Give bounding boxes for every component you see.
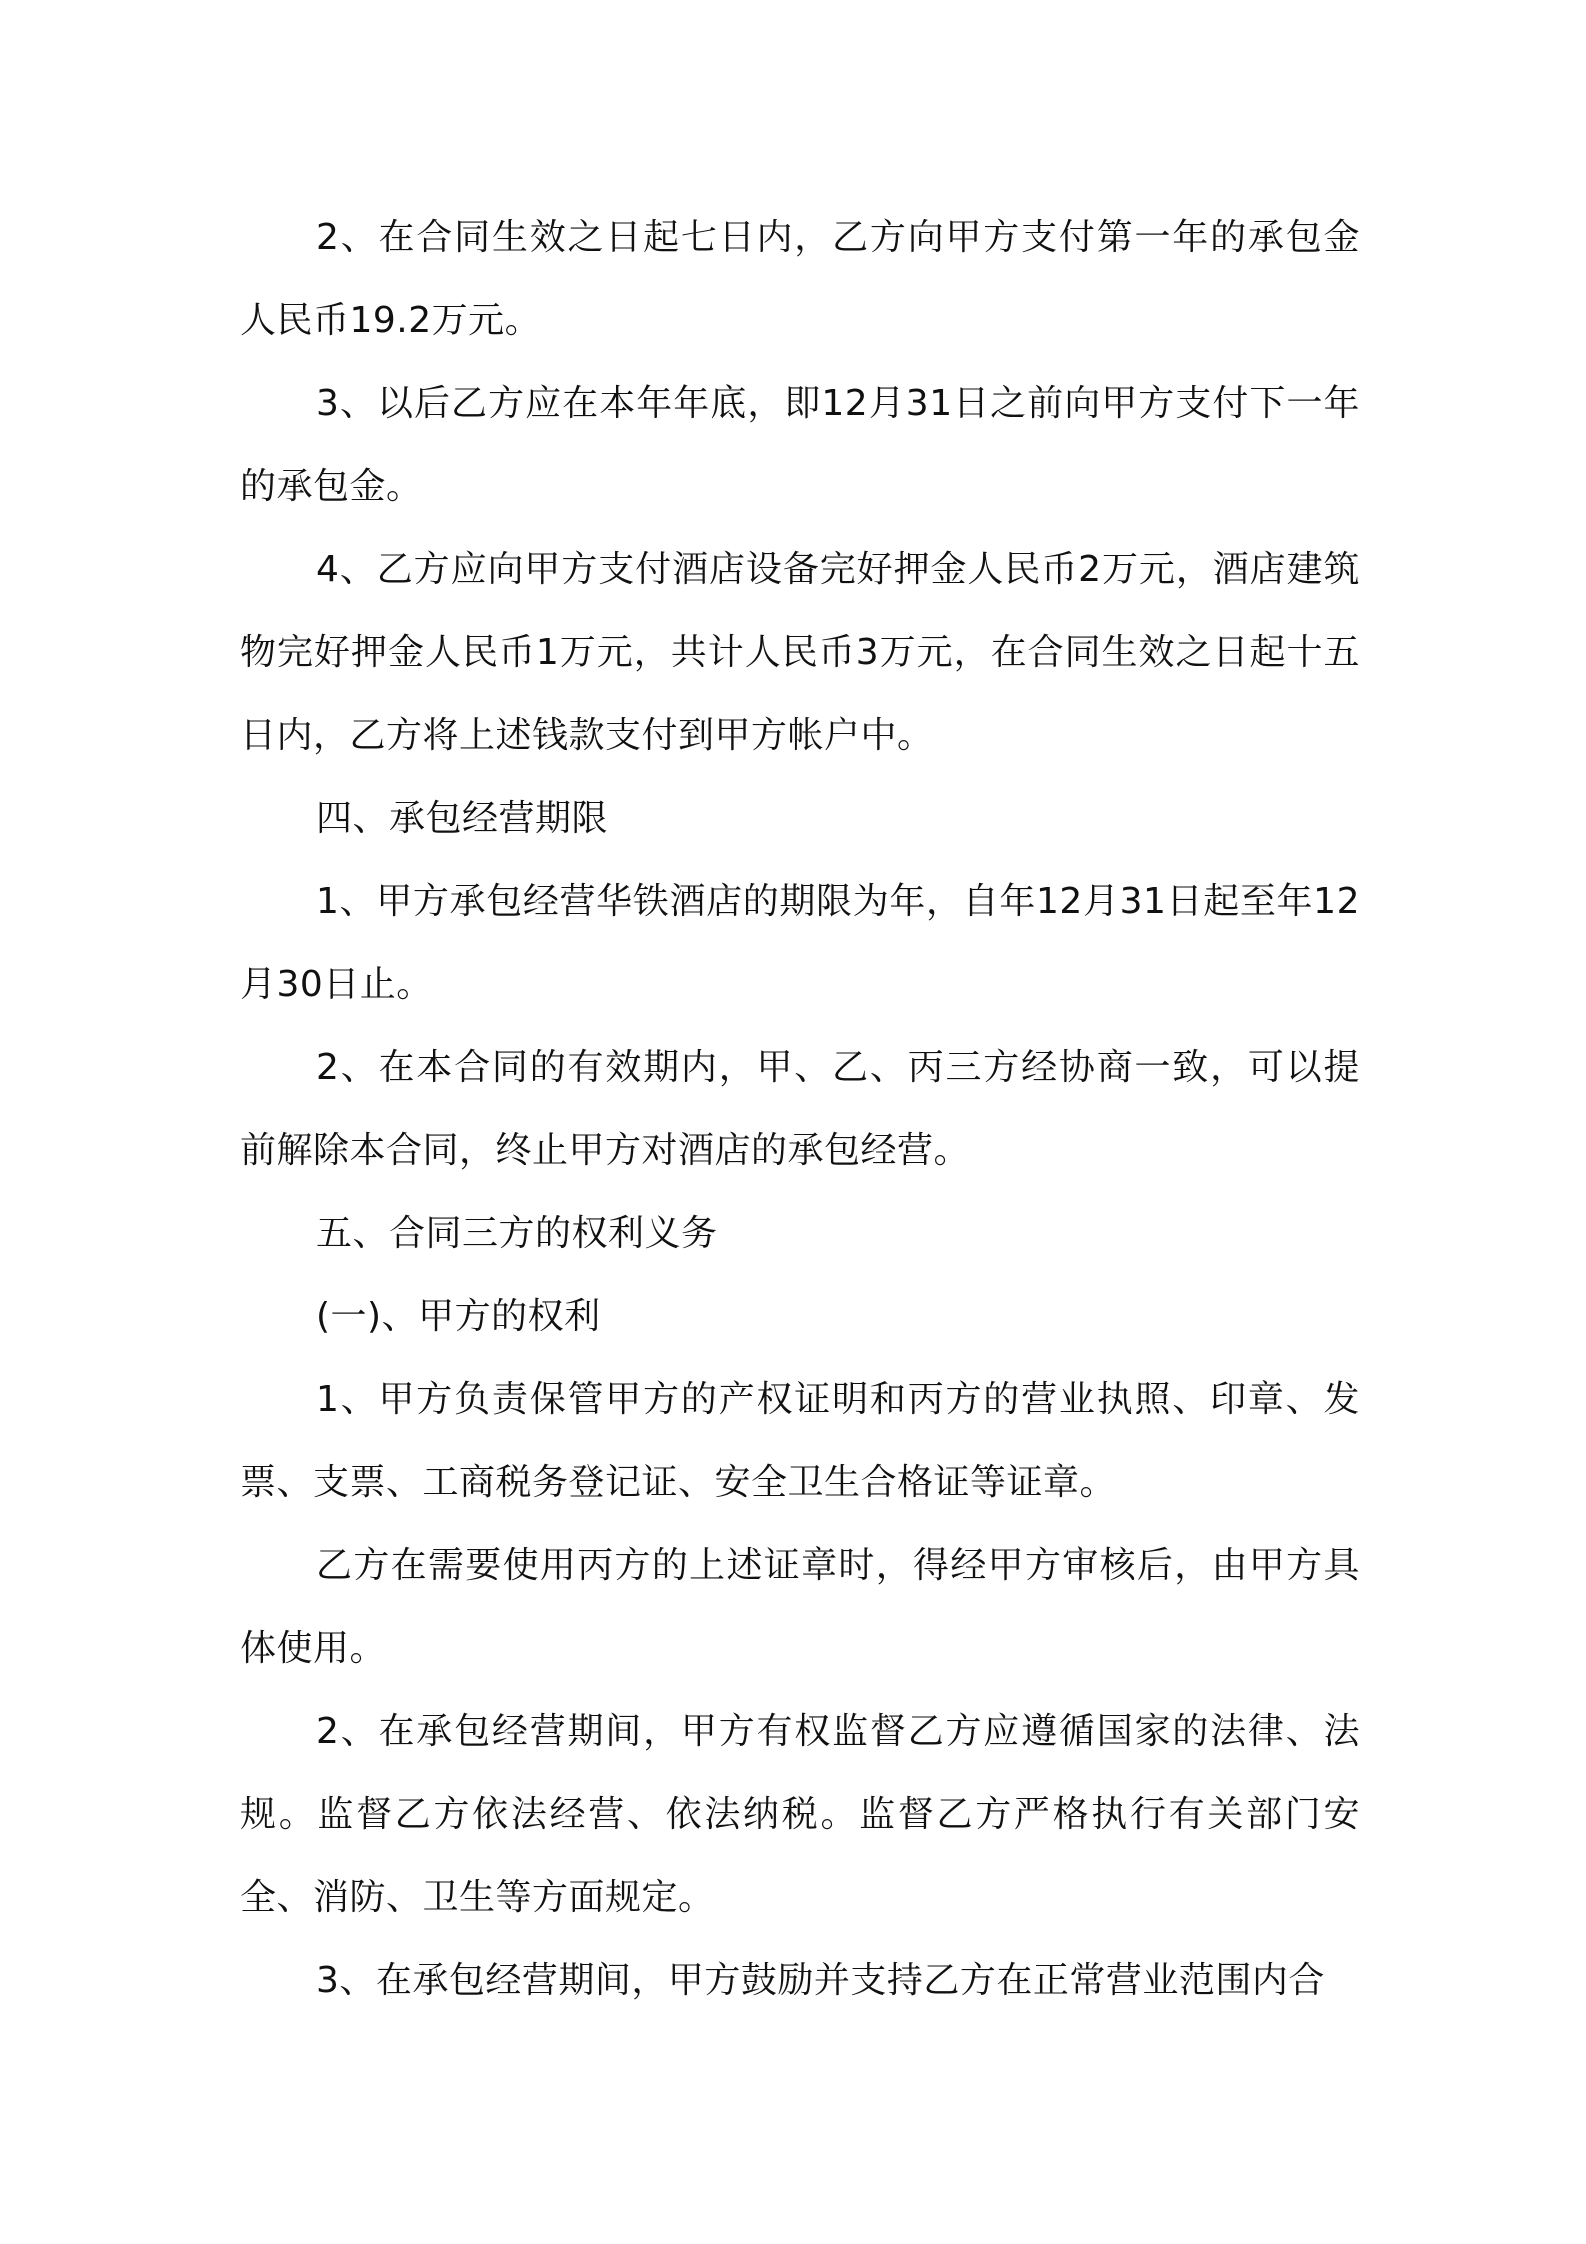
paragraph-term-period: 1、甲方承包经营华铁酒店的期限为年，自年12月31日起至年12月30日止。 <box>240 881 1360 1005</box>
subsection-heading-party-a-rights: (一)、甲方的权利 <box>316 1296 601 1337</box>
paragraph-early-termination: 2、在本合同的有效期内，甲、乙、丙三方经协商一致，可以提前解除本合同，终止甲方对酒店的承包经营。 <box>240 1047 1360 1171</box>
document-body <box>240 196 1360 2022</box>
paragraph-certificate-usage: 乙方在需要使用丙方的上述证章时，得经甲方审核后，由甲方具体使用。 <box>240 1545 1360 1669</box>
paragraph-support: 3、在承包经营期间，甲方鼓励并支持乙方在正常营业范围内合 <box>316 1960 1325 2001</box>
paragraph-payment-first-year: 2、在合同生效之日起七日内，乙方向甲方支付第一年的承包金人民币19.2万元。 <box>240 217 1360 341</box>
section-heading-rights-obligations: 五、合同三方的权利义务 <box>316 1213 718 1254</box>
paragraph-supervision: 2、在承包经营期间，甲方有权监督乙方应遵循国家的法律、法规。监督乙方依法经营、依法纳税。监督乙方严格执行有关部门安全、消防、卫生等方面规定。 <box>240 1711 1360 1918</box>
paragraph-certificate-custody: 1、甲方负责保管甲方的产权证明和丙方的营业执照、印章、发票、支票、工商税务登记证、安全卫生合格证等证章。 <box>240 1379 1360 1503</box>
paragraph-payment-following-years: 3、以后乙方应在本年年底，即12月31日之前向甲方支付下一年的承包金。 <box>240 383 1360 507</box>
paragraph-deposit: 4、乙方应向甲方支付酒店设备完好押金人民币2万元，酒店建筑物完好押金人民币1万元，共计人民币3万元，在合同生效之日起十五日内，乙方将上述钱款支付到甲方帐户中。 <box>240 549 1360 756</box>
section-heading-term: 四、承包经营期限 <box>316 798 609 839</box>
